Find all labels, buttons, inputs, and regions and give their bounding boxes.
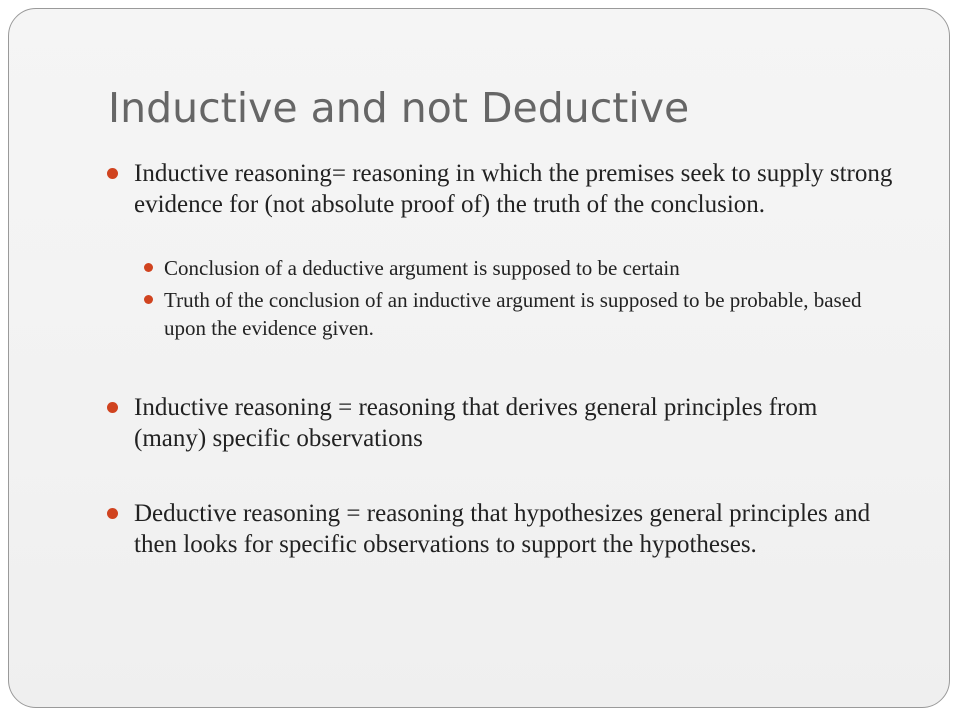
bullet-dot-icon bbox=[144, 295, 153, 304]
bullet-dot-icon bbox=[107, 402, 118, 413]
bullet-inductive-definition bbox=[134, 158, 894, 220]
bullet-deductive-hypothesizes bbox=[134, 498, 894, 560]
bullet-inductive-general-principles bbox=[134, 392, 894, 454]
sub-bullet-deductive-certain bbox=[164, 254, 864, 282]
bullet-dot-icon bbox=[144, 263, 153, 272]
sub-bullet-inductive-probable bbox=[164, 286, 864, 342]
sub-bullet-text: Conclusion of a deductive argument is supposed to be certain bbox=[164, 256, 680, 280]
bullet-text: Deductive reasoning = reasoning that hypothesizes general principles and then looks for specific observations to support the hypotheses. bbox=[134, 500, 871, 558]
bullet-text: Inductive reasoning= reasoning in which the premises seek to supply strong evidence for (not absolute proof of) the truth of the conclusion. bbox=[134, 160, 893, 218]
bullet-text: Inductive reasoning = reasoning that derives general principles from (many) specific observations bbox=[134, 394, 818, 452]
sub-bullet-text: Truth of the conclusion of an inductive argument is supposed to be probable, based upon the evidence given. bbox=[164, 288, 862, 340]
bullet-dot-icon bbox=[107, 508, 118, 519]
bullet-dot-icon bbox=[107, 168, 118, 179]
slide-title: Inductive and not Deductive bbox=[108, 84, 690, 132]
